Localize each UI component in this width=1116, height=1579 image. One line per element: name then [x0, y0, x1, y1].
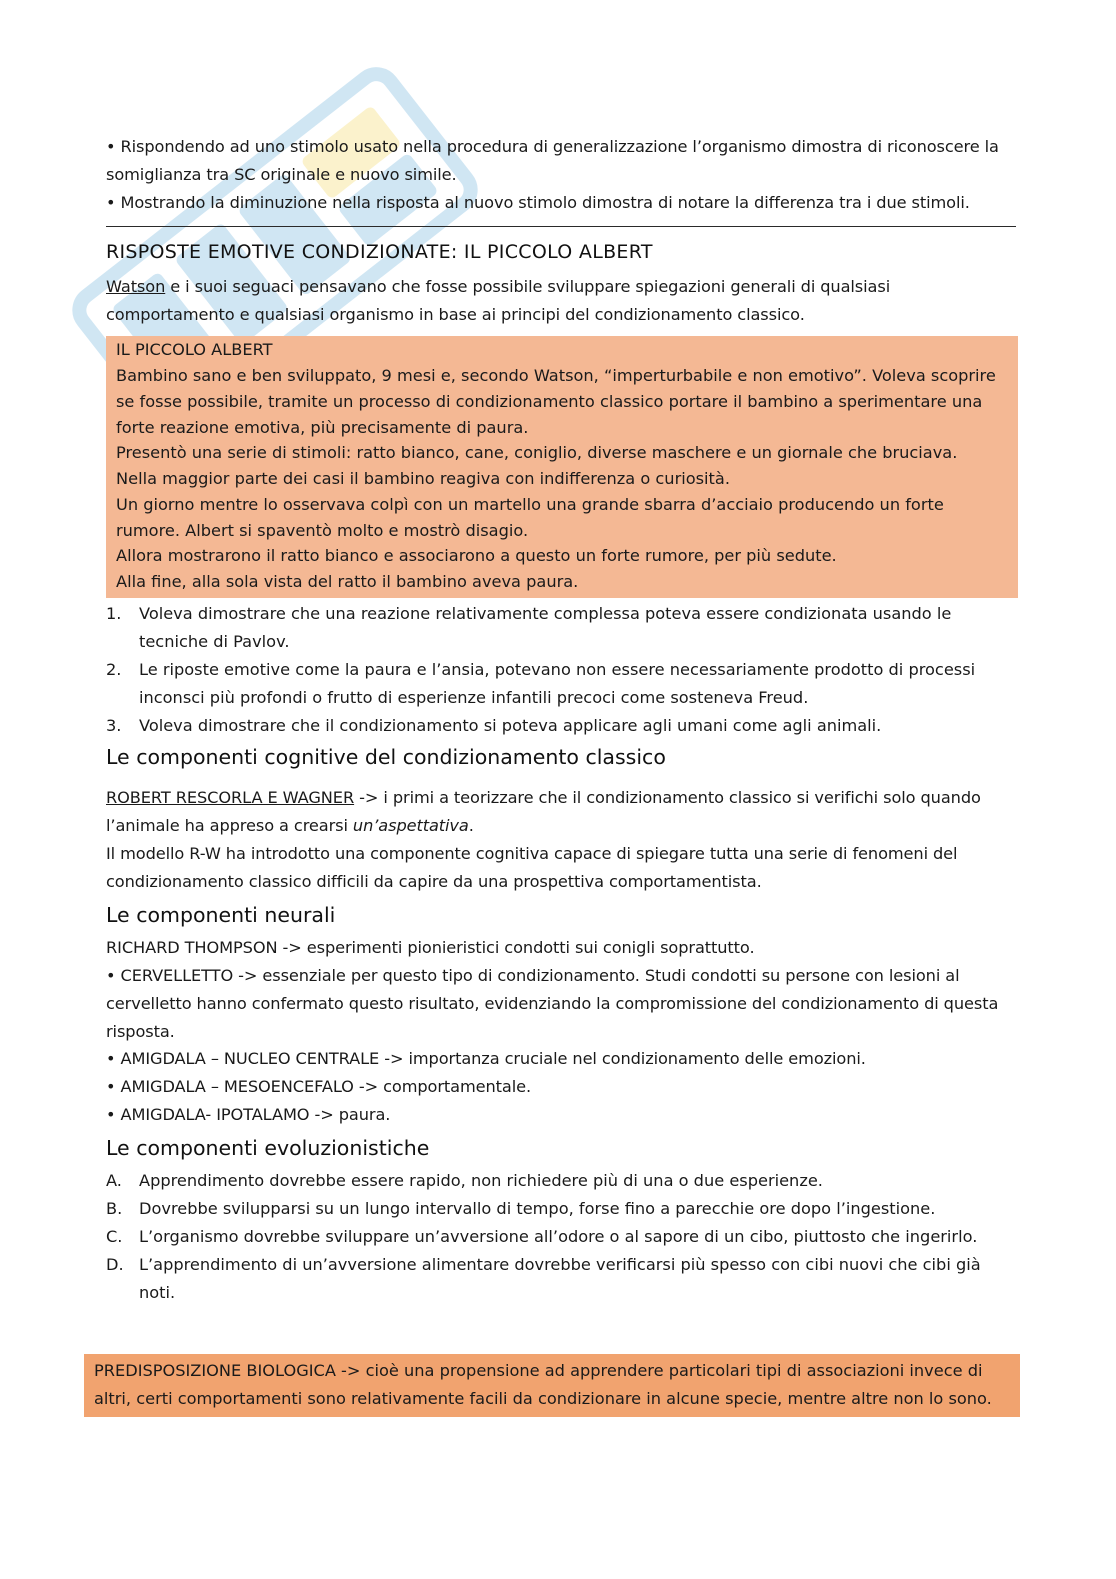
albert-paragraph-4: Un giorno mentre lo osservava colpì con un martello una grande sbarra d’acciaio producendo un forte rumore. Albert si spaventò molto e mostrò disagio.: [116, 495, 944, 540]
list-item: [106, 1195, 1016, 1223]
list-marker: 3.: [106, 716, 122, 735]
intro-bullet-2: • Mostrando la diminuzione nella risposta al nuovo stimolo dimostra di notare la differenza tra i due stimoli.: [106, 193, 970, 212]
neural-line-1: RICHARD THOMPSON -> esperimenti pionieristici condotti sui conigli soprattutto.: [106, 938, 755, 957]
neural-line-4: • AMIGDALA – MESOENCEFALO -> comportamentale.: [106, 1077, 532, 1096]
list-item-text: L’apprendimento di un’avversione alimentare dovrebbe verificarsi più spesso con cibi nuovi che cibi già noti.: [139, 1255, 981, 1302]
list-marker: A.: [106, 1171, 122, 1190]
albert-box-title: IL PICCOLO ALBERT: [116, 340, 273, 359]
list-item-text: Voleva dimostrare che il condizionamento si poteva applicare agli umani come agli animali.: [139, 716, 882, 735]
list-marker: 2.: [106, 660, 122, 679]
list-marker: D.: [106, 1255, 124, 1274]
neural-line-3: • AMIGDALA – NUCLEO CENTRALE -> importanza cruciale nel condizionamento delle emozioni.: [106, 1049, 866, 1068]
list-item: [106, 1223, 1016, 1251]
intro-bullet-1: • Rispondendo ad uno stimolo usato nella procedura di generalizzazione l’organismo dimostra di riconoscere la somiglianza tra SC originale e nuovo simile.: [106, 137, 999, 184]
intro-paragraph-text: e i suoi seguaci pensavano che fosse possibile sviluppare spiegazioni generali di qualsiasi comportamento e qualsiasi organismo in base ai principi del condizionamento classico.: [106, 277, 891, 324]
section-heading-albert: RISPOSTE EMOTIVE CONDIZIONATE: IL PICCOLO ALBERT: [106, 241, 653, 263]
authors-text: ROBERT RESCORLA E WAGNER: [106, 788, 355, 807]
list-item: [106, 712, 1016, 740]
list-item-text: L’organismo dovrebbe sviluppare un’avversione all’odore o al sapore di un cibo, piuttosto che ingerirlo.: [139, 1227, 978, 1246]
list-item: [106, 1167, 1016, 1195]
cognitive-italic-text: un’aspettativa: [352, 816, 469, 835]
cognitive-paragraph-2: Il modello R-W ha introdotto una componente cognitiva capace di spiegare tutta una serie di fenomeni del condizionamento classico difficili da capire da una prospettiva comportamentista.: [106, 844, 958, 891]
list-item-text: Voleva dimostrare che una reazione relativamente complessa poteva essere condizionata usando le tecniche di Pavlov.: [139, 604, 952, 651]
list-item: [106, 1251, 1016, 1307]
section-heading-cognitive: Le componenti cognitive del condizionamento classico: [106, 745, 666, 769]
list-item: [106, 656, 1016, 712]
neural-line-5: • AMIGDALA- IPOTALAMO -> paura.: [106, 1105, 391, 1124]
cognitive-text: -> i primi a teorizzare che il condizionamento classico si verifichi solo quando l’animale ha appreso a crearsi: [106, 788, 981, 835]
list-marker: C.: [106, 1227, 123, 1246]
list-item-text: Le riposte emotive come la paura e l’ansia, potevano non essere necessariamente prodotto di processi inconsci più profondi o frutto di esperienze infantili precoci come sosteneva Freud.: [139, 660, 976, 707]
cognitive-paragraph-1: [106, 784, 1006, 840]
numbered-list: [106, 600, 1016, 740]
list-item-text: Dovrebbe svilupparsi su un lungo intervallo di tempo, forse fino a parecchie ore dopo l’ingestione.: [139, 1199, 936, 1218]
albert-highlight-box: [106, 336, 1018, 598]
list-marker: B.: [106, 1199, 123, 1218]
list-item: [106, 600, 1016, 656]
albert-paragraph-5: Allora mostrarono il ratto bianco e associarono a questo un forte rumore, per più sedute.: [116, 546, 837, 565]
list-item-text: Apprendimento dovrebbe essere rapido, non richiedere più di una o due esperienze.: [139, 1171, 823, 1190]
albert-paragraph-3: Nella maggior parte dei casi il bambino reagiva con indifferenza o curiosità.: [116, 469, 730, 488]
albert-paragraph-6: Alla fine, alla sola vista del ratto il bambino aveva paura.: [116, 572, 579, 591]
section-heading-neural: Le componenti neurali: [106, 903, 336, 927]
section-divider: [106, 226, 1016, 227]
section-heading-evolutionary: Le componenti evoluzionistiche: [106, 1136, 430, 1160]
albert-paragraph-1: Bambino sano e ben sviluppato, 9 mesi e, secondo Watson, “imperturbabile e non emotivo”. Voleva scoprire se fosse possibile, tramite un processo di condizionamento classico portare il bambino a sperimentare una forte reazione emotiva, più precisamente di paura.: [116, 366, 996, 437]
list-marker: 1.: [106, 604, 122, 623]
cognitive-text-end: .: [468, 816, 474, 835]
predisposition-text: PREDISPOSIZIONE BIOLOGICA -> cioè una propensione ad apprendere particolari tipi di associazioni invece di altri, certi comportamenti sono relativamente facili da condizionare in alcune specie, mentre altre non lo sono.: [94, 1361, 992, 1408]
section-intro-paragraph: [106, 273, 1006, 329]
predisposition-highlight-box: [84, 1354, 1020, 1417]
albert-paragraph-2: Presentò una serie di stimoli: ratto bianco, cane, coniglio, diverse maschere e un giornale che bruciava.: [116, 443, 958, 462]
evolutionary-list: [106, 1167, 1016, 1307]
neural-line-2: • CERVELLETTO -> essenziale per questo tipo di condizionamento. Studi condotti su persone con lesioni al cervelletto hanno confermato questo risultato, evidenziando la compromissione del condizionamento di questa risposta.: [106, 966, 999, 1041]
watson-link-text: Watson: [106, 277, 166, 296]
